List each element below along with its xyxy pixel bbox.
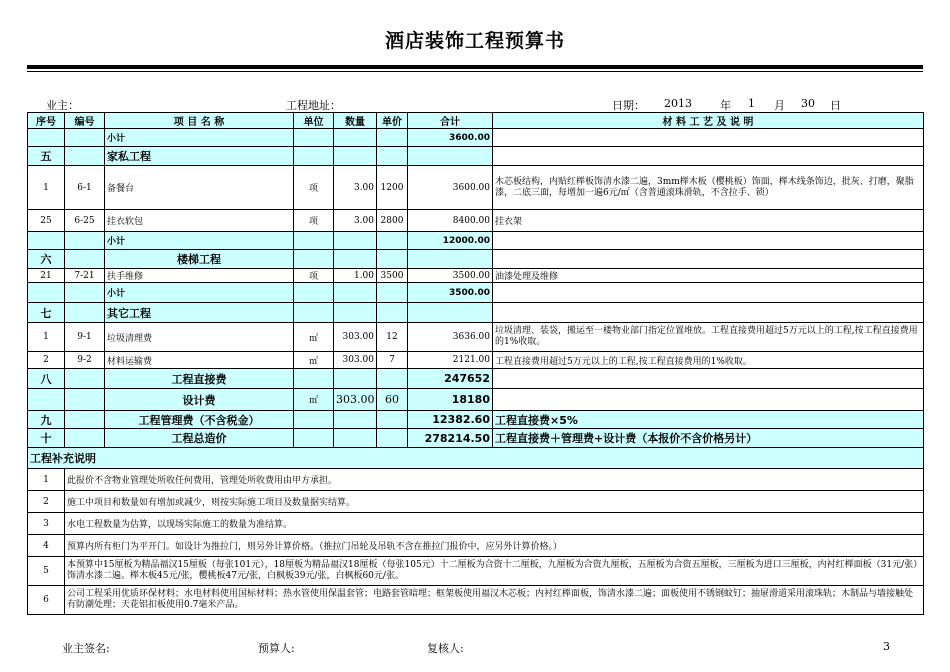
cell-price: 12 xyxy=(377,323,408,352)
cell-price xyxy=(377,303,408,323)
date-year-unit: 年 xyxy=(720,99,731,112)
cell-seq: 五 xyxy=(28,147,65,166)
cell-unit: 项 xyxy=(294,210,334,232)
cell-qty xyxy=(334,283,377,303)
document-title: 酒店装饰工程预算书 xyxy=(384,30,565,52)
cell-code xyxy=(65,303,105,323)
table-row xyxy=(28,369,924,389)
cell-qty xyxy=(334,129,377,147)
table-row xyxy=(28,250,924,269)
cell-code: 9-2 xyxy=(65,352,105,369)
cell-unit xyxy=(294,147,334,166)
table-row xyxy=(28,232,924,250)
header-description: 材 料 工 艺 及 说 明 xyxy=(493,113,924,129)
cell-desc: 工程直接费＋管理费+设计费（本报价不含价格另计） xyxy=(493,429,924,448)
header-quantity: 数量 xyxy=(334,113,377,129)
cell-seq: 1 xyxy=(28,166,65,210)
cell-code: 6-25 xyxy=(65,210,105,232)
note-text: 施工中项目和数量如有增加或减少，则按实际施工项目及数量据实结算。 xyxy=(65,491,924,513)
supplement-note xyxy=(28,557,924,586)
cell-name: 垃圾清理费 xyxy=(105,323,294,352)
table-row xyxy=(28,303,924,323)
cell-code: 6-1 xyxy=(65,166,105,210)
cell-seq: 六 xyxy=(28,250,65,269)
cell-seq: 七 xyxy=(28,303,65,323)
cell-name: 其它工程 xyxy=(105,303,294,323)
cell-price xyxy=(377,283,408,303)
header-seq: 序号 xyxy=(28,113,65,129)
cell-qty xyxy=(334,250,377,269)
cell-total xyxy=(408,303,493,323)
date-day-unit: 日 xyxy=(830,99,841,112)
table-header-row xyxy=(28,113,924,129)
budget-person-label: 预算人: xyxy=(258,642,295,655)
cell-seq: 十 xyxy=(28,429,65,448)
table-row xyxy=(28,411,924,429)
cell-price xyxy=(377,369,408,389)
cell-unit: ㎡ xyxy=(294,352,334,369)
title-rule-thin xyxy=(27,71,923,72)
cell-code xyxy=(65,369,105,389)
cell-unit xyxy=(294,429,334,448)
header-total: 合计 xyxy=(408,113,493,129)
cell-unit xyxy=(294,283,334,303)
cell-qty: 1.00 xyxy=(334,269,377,283)
cell-qty xyxy=(334,429,377,448)
cell-code xyxy=(65,147,105,166)
cell-seq xyxy=(28,283,65,303)
cell-code xyxy=(65,283,105,303)
cell-total: 2121.00 xyxy=(408,352,493,369)
cell-desc: 工程直接费用超过5万元以上的工程,按工程直接费用的1%收取。 xyxy=(493,352,924,369)
cell-name: 家私工程 xyxy=(105,147,294,166)
cell-seq xyxy=(28,232,65,250)
cell-seq xyxy=(28,389,65,411)
cell-qty: 3.00 xyxy=(334,166,377,210)
cell-name: 工程总造价 xyxy=(105,429,294,448)
owner-signature-label: 业主签名: xyxy=(62,642,110,655)
header-unit: 单位 xyxy=(294,113,334,129)
cell-total xyxy=(408,250,493,269)
table-row xyxy=(28,166,924,210)
page-number: 3 xyxy=(883,640,890,653)
cell-price: 3500 xyxy=(377,269,408,283)
supplement-note xyxy=(28,535,924,557)
cell-price xyxy=(377,411,408,429)
cell-desc: 木芯板结构，内贴红榉板饰清水漆二遍，3mm榉木板（樱桃板）饰面，榉木线条饰边，批灰、打磨，聚脂漆，二底三面，每增加一遍6元/㎡（含普通滚珠滑轨，不含拉手、锁） xyxy=(493,166,924,210)
cell-code xyxy=(65,429,105,448)
cell-unit xyxy=(294,411,334,429)
date-month-unit: 月 xyxy=(774,99,785,112)
cell-price: 2800 xyxy=(377,210,408,232)
cell-code xyxy=(65,411,105,429)
title-rule-thick xyxy=(27,65,923,69)
cell-unit: 项 xyxy=(294,166,334,210)
note-number: 2 xyxy=(28,491,65,513)
note-text: 本预算中15厘板为精品福汉15厘板（每张101元），18厘板为精品福汉18厘板（每张105元）十二厘板为合资十二厘板，九厘板为合资九厘板，五厘板为合资五厘板，三厘板为进口三厘板，内衬红榉面板（31元/张）饰清水漆二遍。榉木板45元/张，樱桃板47元/张，白枫板39元/张，白枫板60元/张。 xyxy=(65,557,924,586)
cell-qty xyxy=(334,147,377,166)
supplement-title: 工程补充说明 xyxy=(28,448,924,469)
cell-desc xyxy=(493,283,924,303)
table-row xyxy=(28,389,924,411)
cell-desc xyxy=(493,129,924,147)
note-text: 公司工程采用优质环保材料；水电材料使用国标材料；热水管使用保温套管；电路套管暗埋；框架板使用福汉木芯板；内衬红榉面板，饰清水漆二遍；面板使用不锈钢蚊钉；抽屉滑道采用滚珠轨；木制品与墙接触处有防潮处理；天花铝扣板使用0.7毫米产品。 xyxy=(65,586,924,615)
table-row xyxy=(28,129,924,147)
supplement-header-row xyxy=(28,448,924,469)
cell-price: 1200 xyxy=(377,166,408,210)
table-row xyxy=(28,283,924,303)
reviewer-label: 复核人: xyxy=(427,642,464,655)
cell-unit: ㎡ xyxy=(294,389,334,411)
cell-unit xyxy=(294,250,334,269)
cell-total: 247652 xyxy=(408,369,493,389)
cell-price xyxy=(377,129,408,147)
cell-name: 扶手维修 xyxy=(105,269,294,283)
supplement-note xyxy=(28,586,924,615)
owner-label: 业主： xyxy=(46,99,79,112)
cell-unit xyxy=(294,303,334,323)
note-number: 5 xyxy=(28,557,65,586)
cell-code xyxy=(65,250,105,269)
note-number: 1 xyxy=(28,469,65,491)
cell-seq xyxy=(28,129,65,147)
table-row xyxy=(28,352,924,369)
cell-unit: ㎡ xyxy=(294,323,334,352)
cell-price xyxy=(377,250,408,269)
cell-unit: 项 xyxy=(294,269,334,283)
cell-price: 60 xyxy=(377,389,408,411)
note-text: 水电工程数量为估算，以现场实际施工的数量为准结算。 xyxy=(65,513,924,535)
cell-total: 3600.00 xyxy=(408,166,493,210)
cell-name: 设计费 xyxy=(105,389,294,411)
address-label: 工程地址： xyxy=(286,99,341,112)
date-month: 1 xyxy=(748,97,755,110)
note-number: 4 xyxy=(28,535,65,557)
table-row xyxy=(28,269,924,283)
cell-unit xyxy=(294,369,334,389)
cell-total: 3500.00 xyxy=(408,283,493,303)
supplement-note xyxy=(28,469,924,491)
cell-name: 工程直接费 xyxy=(105,369,294,389)
cell-price xyxy=(377,147,408,166)
cell-name: 备餐台 xyxy=(105,166,294,210)
cell-qty: 303.00 xyxy=(334,352,377,369)
cell-name: 小计 xyxy=(105,283,294,303)
budget-table xyxy=(27,112,924,615)
cell-qty: 303.00 xyxy=(334,389,377,411)
cell-desc xyxy=(493,232,924,250)
cell-name: 小计 xyxy=(105,129,294,147)
header-code: 编号 xyxy=(65,113,105,129)
cell-code xyxy=(65,129,105,147)
cell-price xyxy=(377,232,408,250)
cell-name: 楼梯工程 xyxy=(105,250,294,269)
cell-desc: 垃圾清理、装袋，搬运至一楼物业部门指定位置堆放。工程直接费用超过5万元以上的工程,按工程直接费用的1%收取。 xyxy=(493,323,924,352)
cell-seq: 21 xyxy=(28,269,65,283)
table-row xyxy=(28,429,924,448)
note-number: 6 xyxy=(28,586,65,615)
cell-total: 278214.50 xyxy=(408,429,493,448)
supplement-note xyxy=(28,491,924,513)
cell-total: 3636.00 xyxy=(408,323,493,352)
cell-seq: 九 xyxy=(28,411,65,429)
cell-total: 3600.00 xyxy=(408,129,493,147)
cell-seq: 25 xyxy=(28,210,65,232)
note-number: 3 xyxy=(28,513,65,535)
cell-desc: 挂衣架 xyxy=(493,210,924,232)
cell-desc: 工程直接费×5% xyxy=(493,411,924,429)
cell-name: 材料运输费 xyxy=(105,352,294,369)
cell-seq: 1 xyxy=(28,323,65,352)
note-text: 预算内所有柜门为平开门。如设计为推拉门，则另外计算价格。（推拉门吊轮及吊轨不含在推拉门报价中，应另外计算价格。） xyxy=(65,535,924,557)
cell-name: 小计 xyxy=(105,232,294,250)
table-row xyxy=(28,323,924,352)
cell-desc xyxy=(493,369,924,389)
date-day: 30 xyxy=(801,97,815,110)
cell-unit xyxy=(294,232,334,250)
note-text: 此报价不含物业管理处所收任何费用，管理处所收费用由甲方承担。 xyxy=(65,469,924,491)
cell-price xyxy=(377,429,408,448)
header-price: 单价 xyxy=(377,113,408,129)
header-item-name: 项 目 名 称 xyxy=(105,113,294,129)
cell-qty xyxy=(334,232,377,250)
cell-price: 7 xyxy=(377,352,408,369)
cell-code: 7-21 xyxy=(65,269,105,283)
cell-code xyxy=(65,232,105,250)
cell-qty xyxy=(334,411,377,429)
table-row xyxy=(28,210,924,232)
date-label: 日期： xyxy=(612,99,645,112)
cell-name: 挂衣软包 xyxy=(105,210,294,232)
cell-seq: 八 xyxy=(28,369,65,389)
supplement-note xyxy=(28,513,924,535)
cell-desc xyxy=(493,250,924,269)
cell-desc xyxy=(493,389,924,411)
cell-total: 8400.00 xyxy=(408,210,493,232)
cell-desc xyxy=(493,147,924,166)
cell-code xyxy=(65,389,105,411)
cell-code: 9-1 xyxy=(65,323,105,352)
date-year: 2013 xyxy=(664,97,692,110)
cell-total: 12382.60 xyxy=(408,411,493,429)
cell-total: 12000.00 xyxy=(408,232,493,250)
cell-total: 18180 xyxy=(408,389,493,411)
table-row xyxy=(28,147,924,166)
cell-qty xyxy=(334,303,377,323)
cell-qty xyxy=(334,369,377,389)
cell-name: 工程管理费（不含税金） xyxy=(105,411,294,429)
cell-unit xyxy=(294,129,334,147)
cell-desc: 油漆处理及维修 xyxy=(493,269,924,283)
cell-qty: 3.00 xyxy=(334,210,377,232)
cell-desc xyxy=(493,303,924,323)
cell-total: 3500.00 xyxy=(408,269,493,283)
cell-seq: 2 xyxy=(28,352,65,369)
cell-total xyxy=(408,147,493,166)
cell-qty: 303.00 xyxy=(334,323,377,352)
